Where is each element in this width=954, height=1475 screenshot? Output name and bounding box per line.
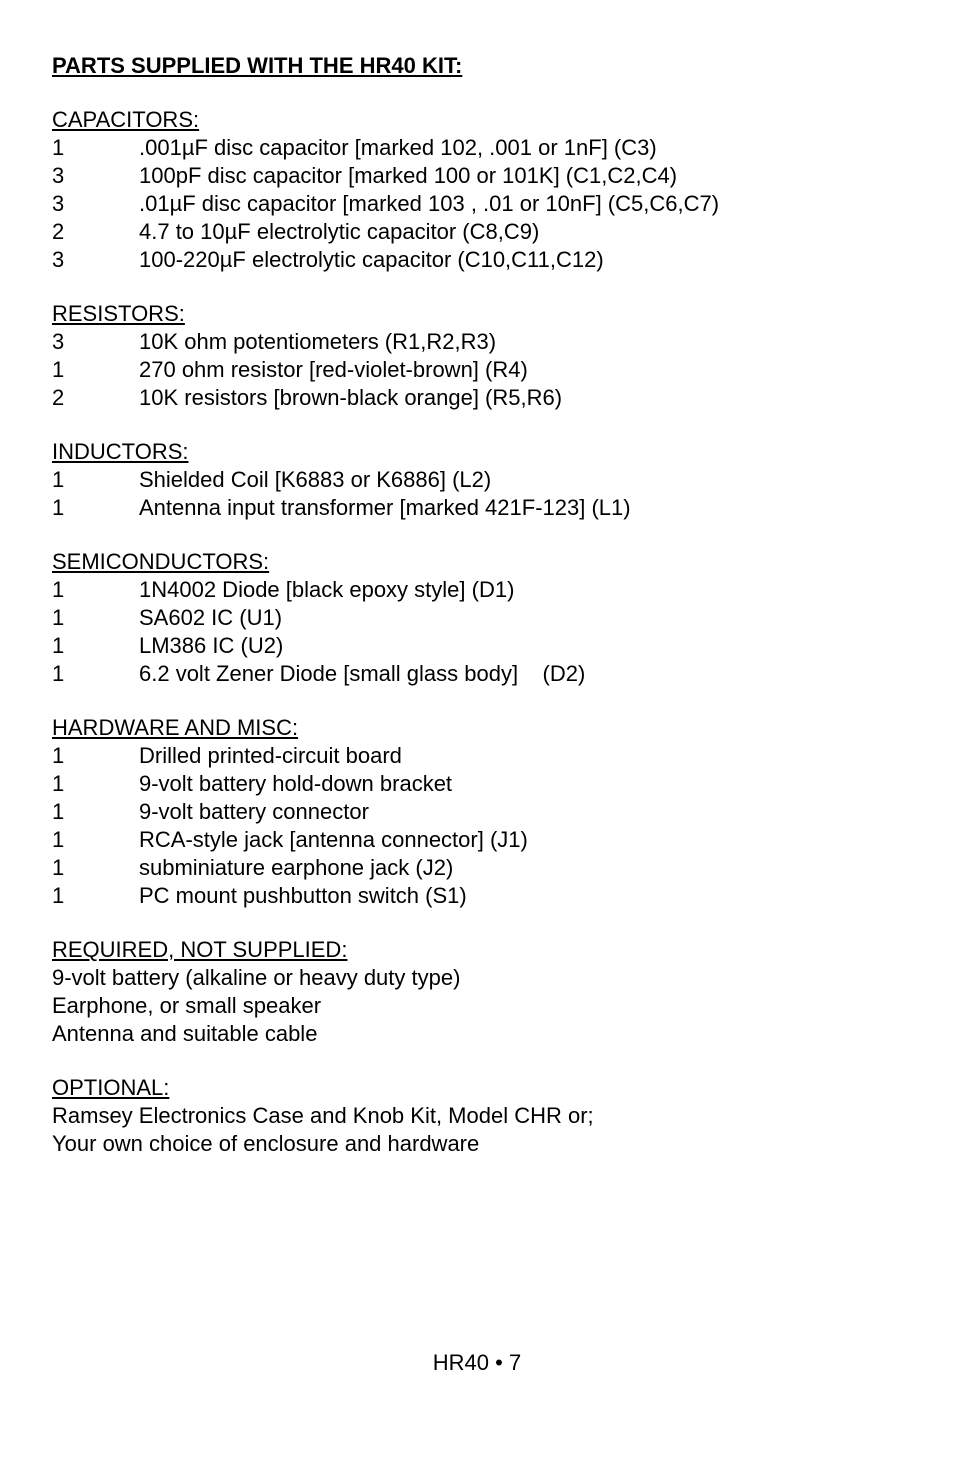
item-qty: 1 bbox=[52, 827, 65, 852]
list-item bbox=[52, 798, 912, 826]
item-qty: 1 bbox=[52, 357, 65, 382]
item-qty: 1 bbox=[52, 855, 65, 880]
item-qty: 1 bbox=[52, 577, 65, 602]
item-desc: 9-volt battery hold-down bracket bbox=[139, 771, 453, 796]
item-desc: 10K resistors [brown-black orange] (R5,R6) bbox=[139, 385, 563, 410]
item-desc: LM386 IC (U2) bbox=[139, 633, 284, 658]
section-heading: HARDWARE AND MISC: bbox=[52, 715, 299, 740]
list-item bbox=[52, 190, 912, 218]
item-desc: 4.7 to 10µF electrolytic capacitor (C8,C9) bbox=[139, 219, 540, 244]
list-item bbox=[52, 218, 912, 246]
item-qty: 1 bbox=[52, 135, 65, 160]
section-heading: RESISTORS: bbox=[52, 301, 185, 326]
list-item: Earphone, or small speaker bbox=[52, 993, 322, 1018]
parts-list-page bbox=[52, 52, 912, 1184]
item-qty: 1 bbox=[52, 605, 65, 630]
list-item bbox=[52, 742, 912, 770]
item-qty: 1 bbox=[52, 743, 65, 768]
section-heading: REQUIRED, NOT SUPPLIED: bbox=[52, 937, 348, 962]
list-item bbox=[52, 384, 912, 412]
item-desc: Shielded Coil [K6883 or K6886] (L2) bbox=[139, 467, 492, 492]
item-desc: PC mount pushbutton switch (S1) bbox=[139, 883, 467, 908]
item-desc: 9-volt battery connector bbox=[139, 799, 369, 824]
list-item bbox=[52, 356, 912, 384]
item-desc: 10K ohm potentiometers (R1,R2,R3) bbox=[139, 329, 497, 354]
list-item bbox=[52, 494, 912, 522]
list-item bbox=[52, 854, 912, 882]
item-desc: 100-220µF electrolytic capacitor (C10,C11,C12) bbox=[139, 247, 604, 272]
item-qty: 1 bbox=[52, 661, 65, 686]
page-title: PARTS SUPPLIED WITH THE HR40 KIT: bbox=[52, 53, 463, 78]
list-item bbox=[52, 162, 912, 190]
section-heading: CAPACITORS: bbox=[52, 107, 200, 132]
item-desc: Antenna input transformer [marked 421F-123] (L1) bbox=[139, 495, 631, 520]
list-item: Your own choice of enclosure and hardware bbox=[52, 1131, 480, 1156]
list-item bbox=[52, 660, 912, 688]
item-qty: 1 bbox=[52, 799, 65, 824]
item-qty: 1 bbox=[52, 771, 65, 796]
item-desc: 6.2 volt Zener Diode [small glass body] (D2) bbox=[139, 661, 586, 686]
section-capacitors bbox=[52, 106, 912, 274]
item-desc: 1N4002 Diode [black epoxy style] (D1) bbox=[139, 577, 515, 602]
list-item bbox=[52, 604, 912, 632]
section-inductors bbox=[52, 438, 912, 522]
item-qty: 2 bbox=[52, 219, 65, 244]
item-desc: subminiature earphone jack (J2) bbox=[139, 855, 454, 880]
item-desc: .001µF disc capacitor [marked 102, .001 or 1nF] (C3) bbox=[139, 135, 657, 160]
item-qty: 1 bbox=[52, 495, 65, 520]
item-qty: 3 bbox=[52, 191, 65, 216]
item-desc: RCA-style jack [antenna connector] (J1) bbox=[139, 827, 528, 852]
list-item: 9-volt battery (alkaline or heavy duty type) bbox=[52, 965, 461, 990]
section-semiconductors bbox=[52, 548, 912, 688]
item-desc: .01µF disc capacitor [marked 103 , .01 or 10nF] (C5,C6,C7) bbox=[139, 191, 720, 216]
item-qty: 1 bbox=[52, 883, 65, 908]
section-heading: INDUCTORS: bbox=[52, 439, 189, 464]
list-item bbox=[52, 246, 912, 274]
list-item bbox=[52, 770, 912, 798]
item-desc: 270 ohm resistor [red-violet-brown] (R4) bbox=[139, 357, 528, 382]
section-heading: SEMICONDUCTORS: bbox=[52, 549, 270, 574]
item-qty: 3 bbox=[52, 163, 65, 188]
list-item bbox=[52, 576, 912, 604]
section-optional bbox=[52, 1074, 912, 1158]
list-item bbox=[52, 882, 912, 910]
section-hardware-misc bbox=[52, 714, 912, 910]
item-qty: 3 bbox=[52, 329, 65, 354]
list-item bbox=[52, 328, 912, 356]
list-item bbox=[52, 134, 912, 162]
list-item bbox=[52, 632, 912, 660]
item-desc: Drilled printed-circuit board bbox=[139, 743, 402, 768]
list-item: Antenna and suitable cable bbox=[52, 1021, 318, 1046]
section-heading: OPTIONAL: bbox=[52, 1075, 170, 1100]
item-qty: 1 bbox=[52, 467, 65, 492]
item-qty: 1 bbox=[52, 633, 65, 658]
list-item bbox=[52, 826, 912, 854]
page-footer: HR40 • 7 bbox=[432, 1350, 522, 1375]
section-resistors bbox=[52, 300, 912, 412]
item-desc: SA602 IC (U1) bbox=[139, 605, 283, 630]
item-desc: 100pF disc capacitor [marked 100 or 101K] (C1,C2,C4) bbox=[139, 163, 678, 188]
list-item bbox=[52, 466, 912, 494]
item-qty: 2 bbox=[52, 385, 65, 410]
list-item: Ramsey Electronics Case and Knob Kit, Model CHR or; bbox=[52, 1103, 594, 1128]
section-required-not-supplied bbox=[52, 936, 912, 1048]
item-qty: 3 bbox=[52, 247, 65, 272]
